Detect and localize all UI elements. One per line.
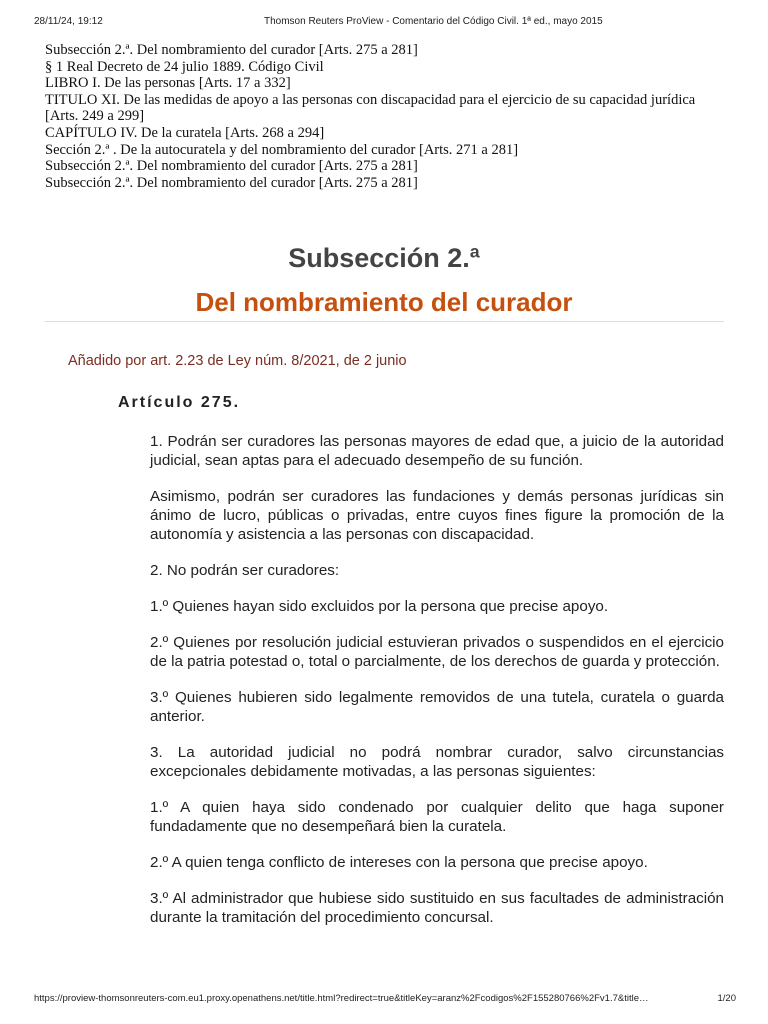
breadcrumb-item[interactable]: Sección 2.ª . De la autocuratela y del nombramiento del curador [Arts. 271 a 281]	[45, 141, 519, 158]
article-title: Artículo 275.	[118, 394, 241, 411]
print-datetime: 28/11/24, 19:12	[34, 16, 103, 27]
article-paragraph: 2.º Quienes por resolución judicial estuvieran privados o suspendidos en el ejercicio de la patria potestad o, total o parcialmente, de los derechos de guarda y protección.	[150, 634, 724, 670]
article-paragraph: 1. Podrán ser curadores las personas mayores de edad que, a juicio de la autoridad judicial, sean aptas para el adecuado desempeño de su función.	[150, 433, 724, 469]
article-paragraph: 1.º A quien haya sido condenado por cualquier delito que haga suponer fundadamente que no desempeñará bien la curatela.	[150, 799, 724, 835]
section-divider	[45, 321, 724, 322]
article-paragraph: 1.º Quienes hayan sido excluidos por la persona que precise apoyo.	[150, 598, 609, 615]
article-paragraph: 3. La autoridad judicial no podrá nombrar curador, salvo circunstancias excepcionales debidamente motivadas, a las personas siguientes:	[150, 744, 724, 780]
breadcrumb-item[interactable]: Subsección 2.ª. Del nombramiento del curador [Arts. 275 a 281]	[45, 174, 418, 191]
amendment-note: Añadido por art. 2.23 de Ley núm. 8/2021, de 2 junio	[68, 353, 407, 369]
breadcrumb-item[interactable]: Subsección 2.ª. Del nombramiento del curador [Arts. 275 a 281]	[45, 42, 418, 58]
breadcrumb	[45, 42, 725, 191]
breadcrumb-item[interactable]: LIBRO I. De las personas [Arts. 17 a 332]	[45, 75, 291, 92]
article-body	[150, 432, 724, 944]
breadcrumb-item[interactable]: Subsección 2.ª. Del nombramiento del curador [Arts. 275 a 281]	[45, 158, 418, 175]
print-url: https://proview-thomsonreuters-com.eu1.proxy.openathens.net/title.html?redirect=true&titleKey=aranz%2Fcodigos%2F155280766%2Fv1.7&title…	[34, 993, 649, 1004]
section-title: Subsección 2.ª	[288, 243, 480, 273]
breadcrumb-item[interactable]: TITULO XI. De las medidas de apoyo a las personas con discapacidad para el ejercicio de su capacidad jurídica [Arts. 249 a 299]	[45, 91, 696, 125]
page-number: 1/20	[717, 993, 736, 1004]
article-paragraph: 2. No podrán ser curadores:	[150, 562, 340, 579]
section-subtitle: Del nombramiento del curador	[195, 287, 573, 317]
article-paragraph: 2.º A quien tenga conflicto de intereses con la persona que precise apoyo.	[150, 854, 648, 871]
article-paragraph: Asimismo, podrán ser curadores las fundaciones y demás personas jurídicas sin ánimo de lucro, públicas o privadas, entre cuyos fines figure la promoción de la autonomía y asistencia a las personas con discapacidad.	[150, 488, 724, 543]
article-paragraph: 3.º Quienes hubieren sido legalmente removidos de una tutela, curatela o guarda anterior.	[150, 689, 724, 725]
print-document-title: Thomson Reuters ProView - Comentario del Código Civil. 1ª ed., mayo 2015	[264, 16, 603, 27]
article-paragraph: 3.º Al administrador que hubiese sido sustituido en sus facultades de administración durante la tramitación del procedimiento concursal.	[150, 890, 724, 926]
breadcrumb-item[interactable]: CAPÍTULO IV. De la curatela [Arts. 268 a 294]	[45, 124, 325, 141]
breadcrumb-item[interactable]: § 1 Real Decreto de 24 julio 1889. Código Civil	[45, 58, 324, 75]
